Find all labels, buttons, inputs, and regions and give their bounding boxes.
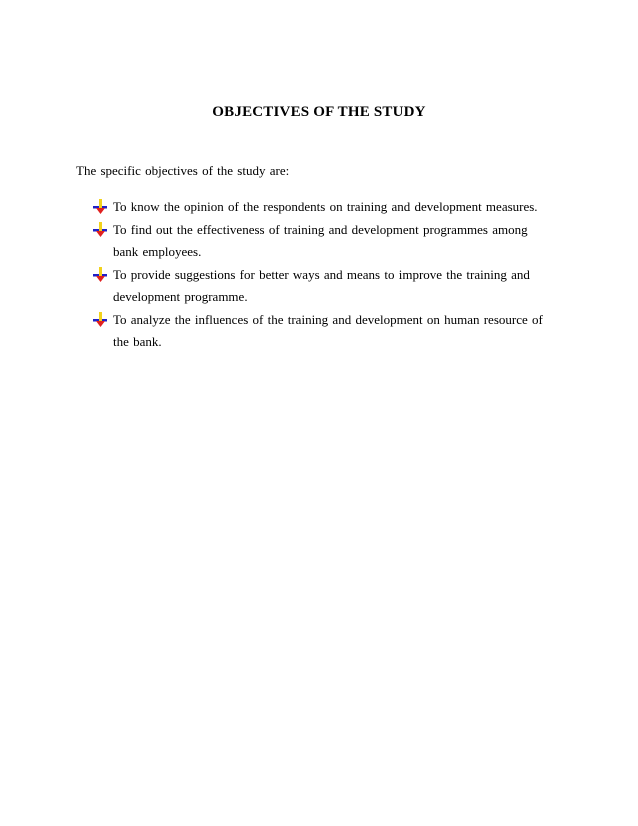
objective-text: To find out the effectiveness of training and development programmes among bank employees. (113, 222, 528, 259)
down-arrow-cross-bullet-icon (92, 267, 108, 283)
objective-item-3 (92, 264, 552, 308)
objective-item-2 (92, 219, 552, 263)
objective-text: To provide suggestions for better ways and means to improve the training and development programme. (113, 267, 530, 304)
down-arrow-cross-bullet-icon (92, 312, 108, 328)
down-arrow-cross-bullet-icon (92, 199, 108, 215)
objective-item-4 (92, 309, 552, 353)
intro-text: The specific objectives of the study are: (76, 163, 290, 178)
objective-text: To analyze the influences of the training and development on human resource of the bank. (113, 312, 543, 349)
objective-item-1 (92, 196, 552, 218)
down-arrow-cross-bullet-icon (92, 222, 108, 238)
page-title: OBJECTIVES OF THE STUDY (212, 104, 426, 120)
objective-text: To know the opinion of the respondents on training and development measures. (113, 199, 538, 214)
objectives-list (92, 196, 552, 354)
